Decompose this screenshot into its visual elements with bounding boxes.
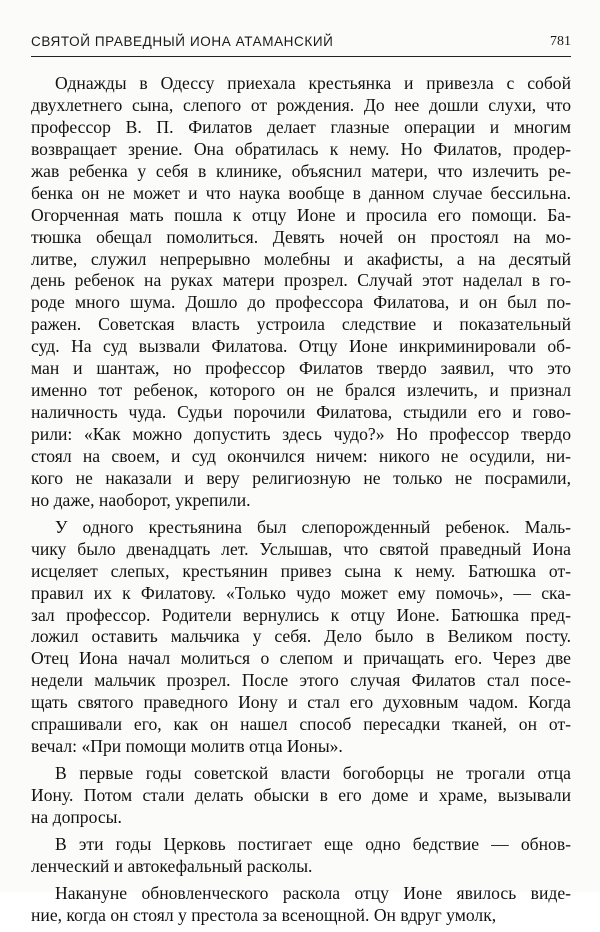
text-line: вечал: «При помощи молитв отца Ионы». bbox=[31, 736, 343, 757]
text-line: Однажды в Одессу приехала крестьянка и привезла с собой bbox=[55, 73, 571, 93]
text-line: ман и шантаж, но профессор Филатов твердо заявил, что это bbox=[31, 358, 571, 379]
page-header bbox=[31, 34, 571, 57]
text-line: жав ребенка у себя в клинике, объяснил матери, что излечить ре- bbox=[31, 160, 571, 181]
paragraph bbox=[31, 834, 571, 878]
text-line: недели мальчик прозрел. После этого случая Филатов стал посе- bbox=[31, 670, 571, 691]
text-line: роде много шума. Дошло до профессора Филатова, и он был по- bbox=[31, 292, 571, 313]
text-line: возвращает зрение. Она обратилась к нему. Но Филатов, продер- bbox=[31, 138, 571, 159]
text-line: день ребенок на руках матери прозрел. Случай этот наделал в го- bbox=[31, 270, 571, 291]
text-line: профессор В. П. Филатов делает глазные операции и многим bbox=[31, 116, 571, 137]
text-line: на допросы. bbox=[31, 806, 122, 827]
text-line: Накануне обновленческого раскола отцу Ионе явилось виде- bbox=[55, 882, 571, 903]
paragraph bbox=[31, 883, 571, 927]
text-line: щать святого праведного Иону и стал его духовным чадом. Когда bbox=[31, 692, 571, 713]
text-line: литве, служил непрерывно молебны и акафисты, а на десятый bbox=[31, 248, 571, 269]
text-line: суд. На суд вызвали Филатова. Отцу Ионе инкриминировали об- bbox=[31, 336, 571, 357]
text-line: бенка он не может и что наука вообще в данном случае бессильна. bbox=[31, 182, 571, 203]
page-number: 781 bbox=[550, 34, 571, 49]
text-line: В эти годы Церковь постигает еще одно бедствие — обнов- bbox=[55, 833, 571, 854]
paragraph bbox=[31, 517, 571, 758]
text-line: стоял на своем, и суд окончился ничем: никого не осудили, ни- bbox=[31, 445, 571, 466]
running-title: СВЯТОЙ ПРАВЕДНЫЙ ИОНА АТАМАНСКИЙ bbox=[31, 34, 334, 49]
text-line: правил их к Филатову. «Только чудо может ему помочь», — ска- bbox=[31, 582, 571, 603]
text-line: зал профессор. Родители вернулись к отцу Ионе. Батюшка пред- bbox=[31, 604, 571, 625]
text-line: У одного крестьянина был слепорожденный ребенок. Маль- bbox=[55, 516, 571, 537]
text-line: именно тот ребенок, которого он не брался излечить, и признал bbox=[31, 380, 571, 401]
paragraph bbox=[31, 73, 571, 512]
text-line: исцеляет слепых, крестьянин привез сына к нему. Батюшка от- bbox=[31, 560, 571, 581]
text-line: Иону. Потом стали делать обыски в его доме и храме, вызывали bbox=[31, 785, 571, 805]
text-line: чику было двенадцать лет. Услышав, что святой праведный Иона bbox=[31, 538, 571, 559]
text-line: ние, когда он стоял у престола за всенощной. Он вдруг умолк, bbox=[31, 904, 497, 925]
text-line: тюшка обещал помолиться. Девять ночей он простоял на мо- bbox=[31, 226, 571, 247]
text-line: Отец Иона начал молиться о слепом и причащать его. Через две bbox=[31, 648, 571, 669]
text-line: рили: «Как можно допустить здесь чудо?» Но профессор твердо bbox=[31, 424, 571, 444]
text-line: наличность чуда. Судьи порочили Филатова, стыдили его и гово- bbox=[31, 402, 571, 423]
text-line: ражен. Советская власть устроила следствие и показательный bbox=[31, 314, 571, 335]
text-line: двухлетнего сына, слепого от рождения. До нее дошли слухи, что bbox=[31, 94, 571, 115]
text-line: спрашивали его, как он нашел способ пересадки тканей, он от- bbox=[31, 714, 571, 735]
text-line: но даже, наоборот, укрепили. bbox=[31, 489, 251, 510]
paragraph bbox=[31, 763, 571, 829]
text-line: ложил оставить мальчика у себя. Дело было в Великом посту. bbox=[31, 626, 571, 647]
text-line: ленческий и автокефальный расколы. bbox=[31, 855, 313, 876]
text-line: В первые годы советской власти богоборцы не трогали отца bbox=[55, 763, 571, 784]
text-line: кого не наказали и веру религиозную не только не посрамили, bbox=[31, 467, 571, 488]
text-line: Огорченная мать пошла к отцу Ионе и просила его помощи. Ба- bbox=[31, 204, 571, 225]
body-text bbox=[31, 73, 571, 932]
